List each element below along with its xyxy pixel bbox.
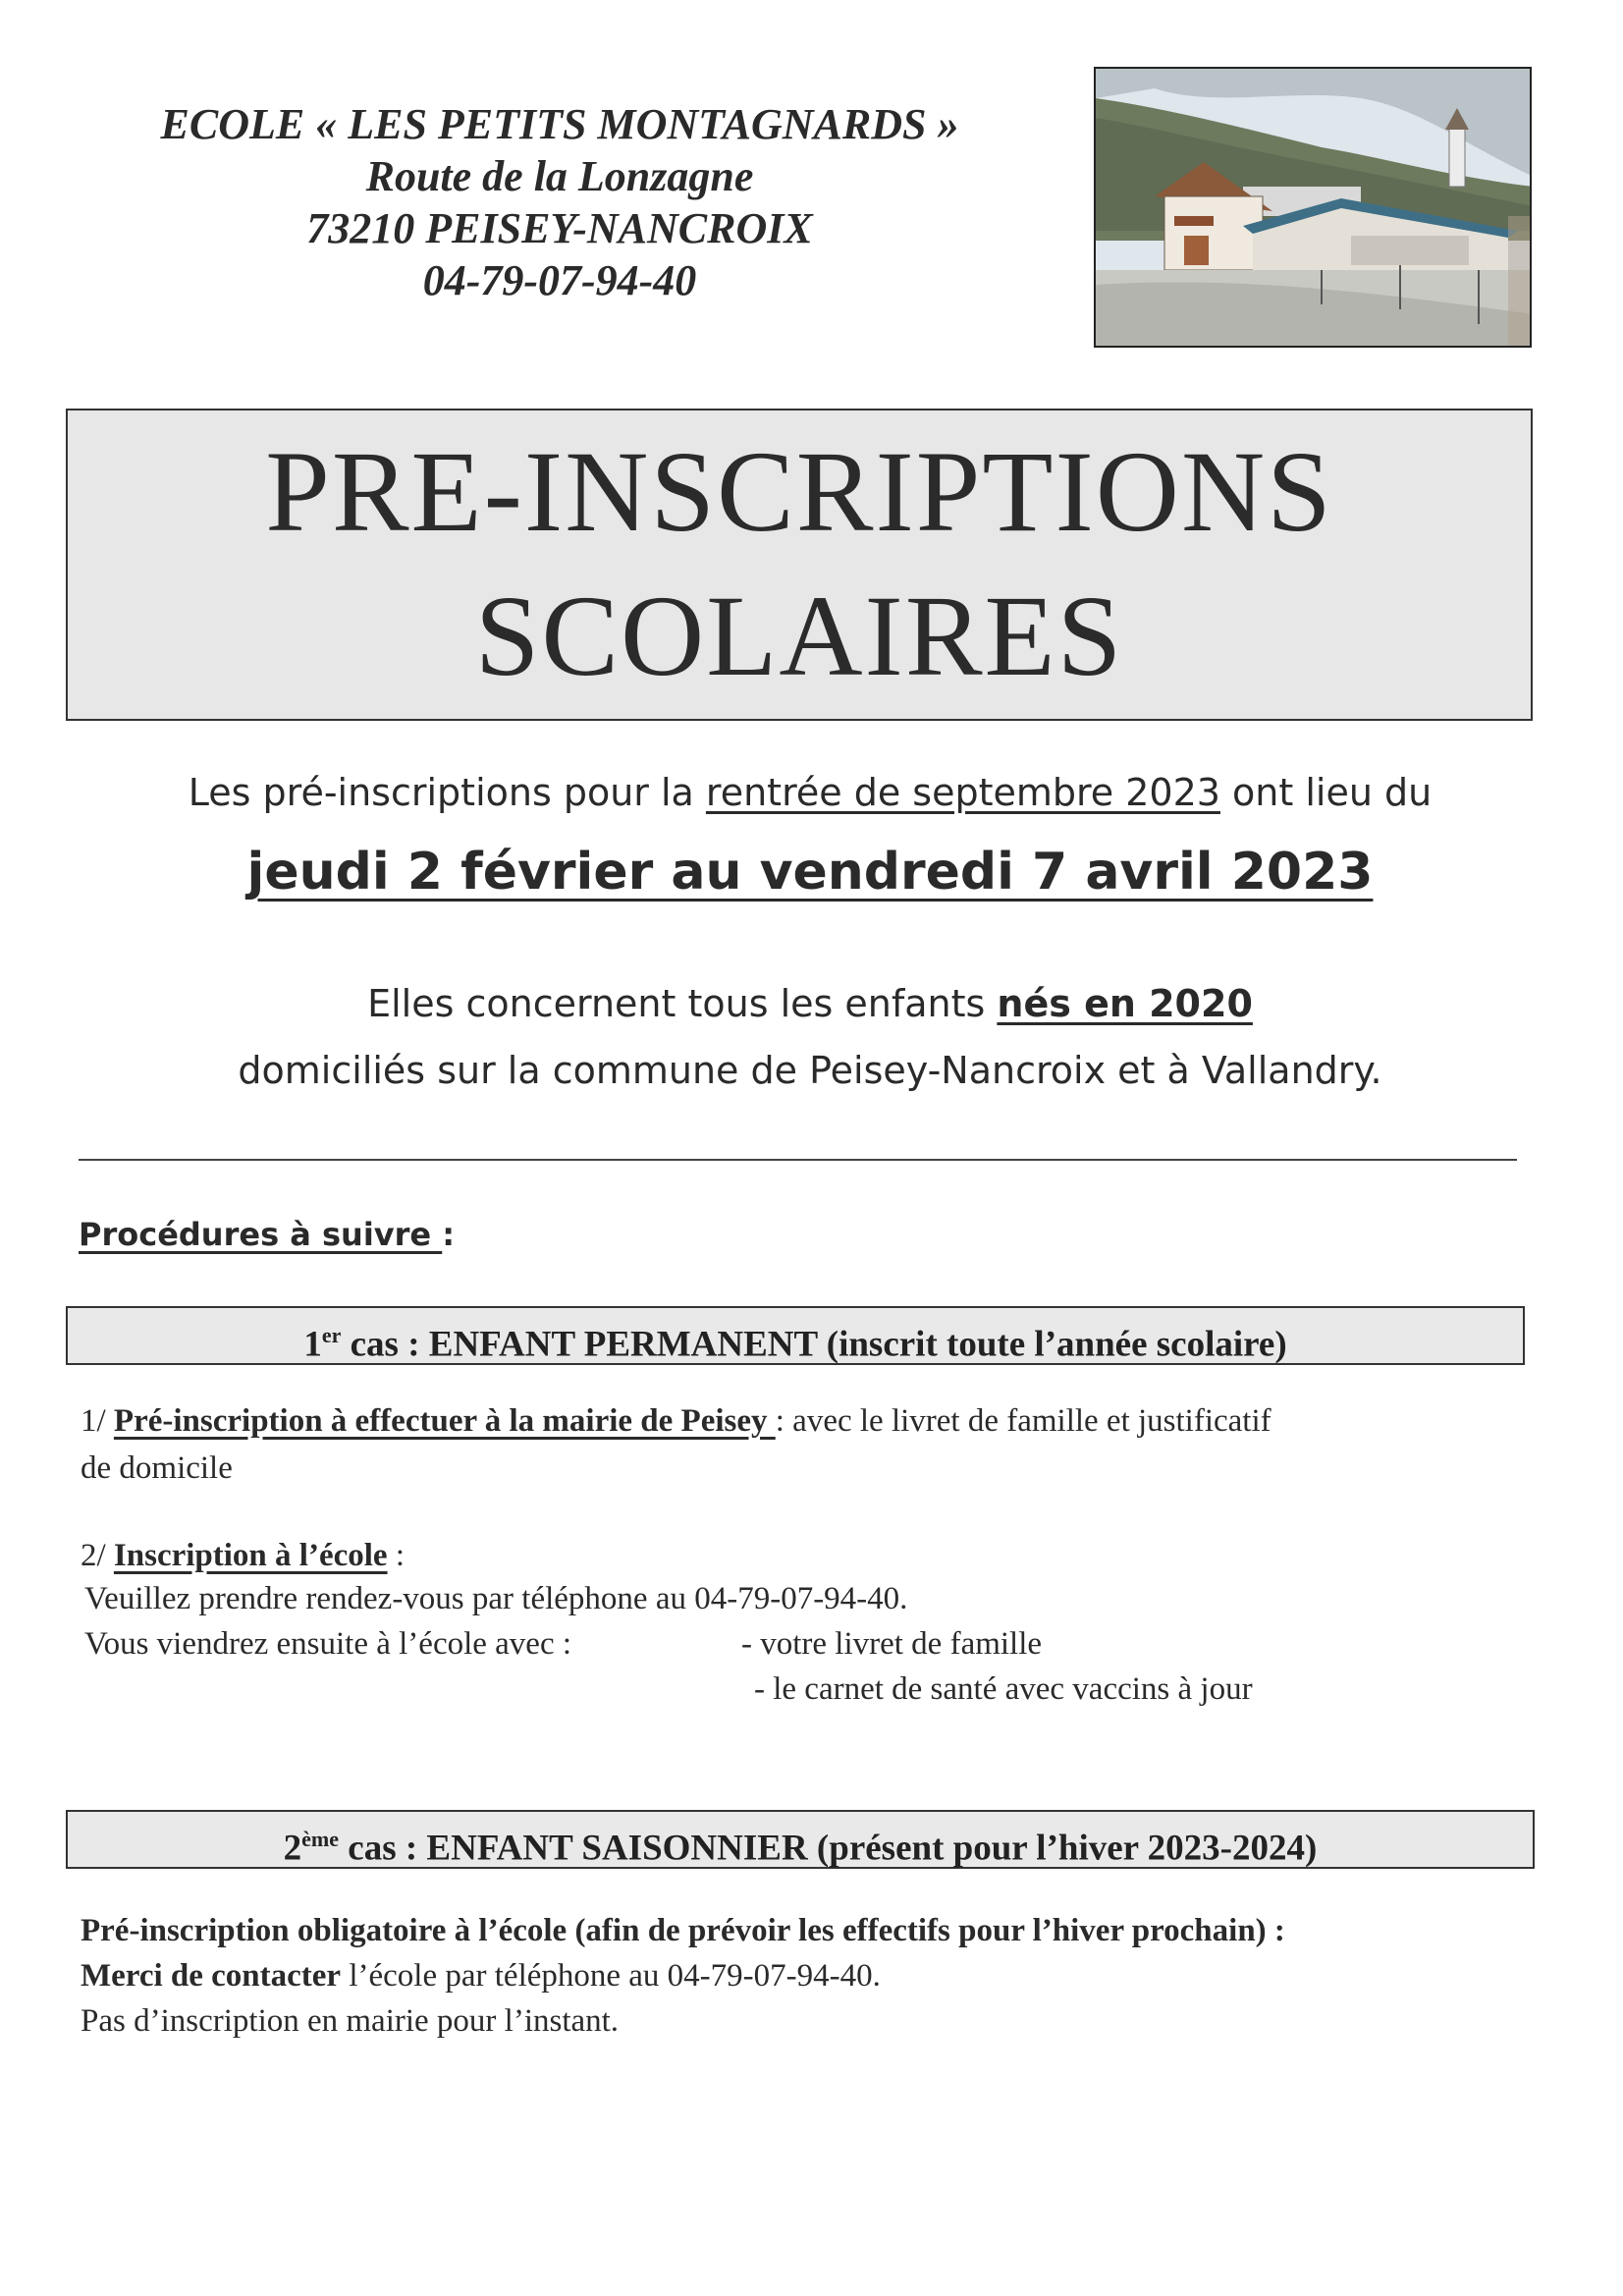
intro-after: ont lieu du [1219, 771, 1433, 814]
procedures-label: Procédures à suivre [79, 1216, 443, 1253]
concern-line2: domiciliés sur la commune de Peisey-Nancroix et à Vallandry. [238, 1049, 1382, 1092]
case2-line2-rest: l’école par téléphone au 04-79-07-94-40. [341, 1958, 881, 1994]
case2-line2-bold: Merci de contacter [81, 1958, 342, 1994]
step1-title: Pré-inscription à effectuer à la mairie de Peisey [113, 1403, 776, 1439]
divider [79, 1159, 1517, 1161]
step2-line1: Veuillez prendre rendez-vous par téléphone au 04-79-07-94-40. [84, 1581, 908, 1616]
intro-rentree: rentrée de septembre 2023 [705, 771, 1220, 814]
case1-header [66, 1306, 1525, 1365]
procedures-colon: : [442, 1216, 456, 1253]
case2-line1: Pré-inscription obligatoire à l’école (afin de prévoir les effectifs pour l’hiver prochain) : [81, 1913, 1285, 1948]
step2-line2: Vous viendrez ensuite à l’école avec : [84, 1626, 572, 1662]
concern-line1 [59, 982, 1561, 1025]
title-line2: SCOLAIRES [474, 572, 1124, 700]
case1-step1 [81, 1399, 1271, 1443]
school-header [69, 98, 1051, 306]
school-street: Route de la Lonzagne [365, 152, 754, 200]
step2-colon: : [387, 1538, 405, 1573]
case2-num: 2 [283, 1828, 302, 1869]
case2-line2 [81, 1954, 881, 1997]
case2-text: cas : ENFANT SAISONNIER (présent pour l’hiver 2023-2024) [339, 1828, 1318, 1869]
concern-highlight: nés en 2020 [997, 982, 1253, 1025]
dates-line [59, 843, 1561, 902]
school-phone: 04-79-07-94-40 [422, 256, 697, 304]
case2-header [66, 1810, 1535, 1869]
intro-line [59, 771, 1561, 814]
step2-item2: - le carnet de santé avec vaccins à jour [754, 1671, 1253, 1707]
step2-item1: - votre livret de famille [741, 1626, 1043, 1662]
concern-before: Elles concernent tous les enfants [367, 982, 998, 1025]
case1-num: 1 [303, 1324, 322, 1365]
title-line1: PRE-INSCRIPTIONS [265, 427, 1333, 556]
school-photo-illustration [1096, 69, 1532, 348]
step2-title: Inscription à l’école [113, 1538, 388, 1573]
step2-num: 2/ [81, 1538, 114, 1573]
dates-text: jeudi 2 février au vendredi 7 avril 2023 [246, 843, 1374, 902]
school-photo [1094, 67, 1532, 348]
case1-sup: er [321, 1323, 342, 1347]
case1-step2 [81, 1534, 405, 1577]
school-city: 73210 PEISEY-NANCROIX [306, 204, 813, 252]
title-box [66, 409, 1533, 721]
case1-text: cas : ENFANT PERMANENT (inscrit toute l’année scolaire) [341, 1324, 1287, 1365]
intro-before: Les pré-inscriptions pour la [188, 771, 706, 814]
case2-line3: Pas d’inscription en mairie pour l’instant. [81, 2003, 620, 2039]
step1-text: : avec le livret de famille et justificatif [775, 1403, 1271, 1439]
case2-sup: ème [301, 1827, 340, 1851]
step1-num: 1/ [81, 1403, 114, 1439]
school-name: ECOLE « LES PETITS MONTAGNARDS » [160, 100, 959, 148]
procedures-heading [79, 1216, 455, 1253]
case1-step1-cont: de domicile [81, 1450, 233, 1486]
